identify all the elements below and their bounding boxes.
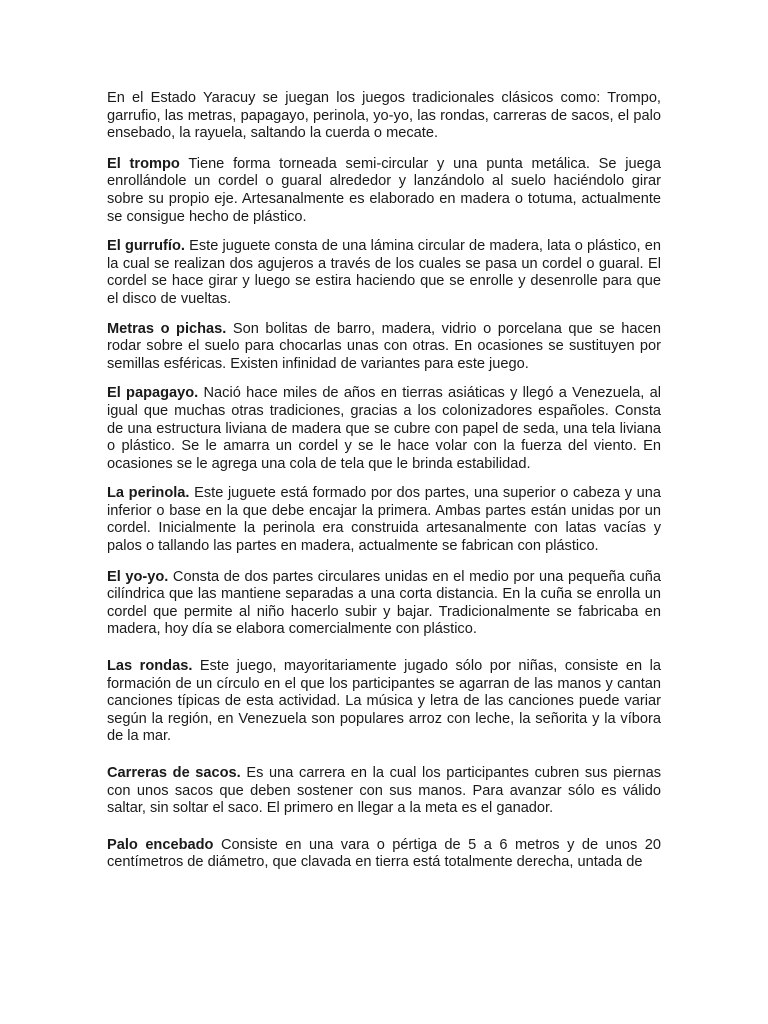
term-papagayo: El papagayo. <box>107 385 199 402</box>
text-trompo: Tiene forma torneada semi-circular y una punta metálica. Se juega enrollándole un cordel o guaral alrededor y lanzándolo al suelo haciéndolo girar sobre su propio eje. Artesanalmente es elaborado en madera o totuma, actualmente se consigue hecho de plástico. <box>107 155 661 225</box>
term-metras: Metras o pichas. <box>107 320 227 337</box>
paragraph-yoyo <box>107 569 661 639</box>
paragraph-rondas <box>107 658 661 746</box>
paragraph-perinola <box>107 485 661 555</box>
term-rondas: Las rondas. <box>107 658 193 675</box>
term-palo-encebado: Palo encebado <box>107 836 214 853</box>
paragraph-palo-encebado <box>107 837 661 872</box>
text-metras: Son bolitas de barro, madera, vidrio o porcelana que se hacen rodar sobre el suelo para chocarlas unas con otras. En ocasiones se sustituyen por semillas esféricas. Existen infinidad de variantes para este juego. <box>107 320 661 372</box>
term-gurrufio: El gurrufío. <box>107 238 185 255</box>
term-trompo: El trompo <box>107 155 180 172</box>
paragraph-papagayo <box>107 385 661 473</box>
intro-paragraph: En el Estado Yaracuy se juegan los juegos tradicionales clásicos como: Trompo, garrufio, las metras, papagayo, perinola, yo-yo, las rondas, carreras de sacos, el palo ensebado, la rayuela, saltando la cuerda o mecate. <box>107 90 661 142</box>
text-gurrufio: Este juguete consta de una lámina circular de madera, lata o plástico, en la cual se realizan dos agujeros a través de los cuales se pasa un cordel o guaral. El cordel se hace girar y luego se estira haciendo que se enrolle y desenrolle para que el disco de vueltas. <box>107 238 661 307</box>
text-yoyo: Consta de dos partes circulares unidas en el medio por una pequeña cuña cilíndrica que las mantiene separadas a una corta distancia. En la cuña se enrolla un cordel que permite al niño hacerlo subir y bajar. Tradicionalmente se fabricaba en madera, hoy día se elabora comercialmente con plástico. <box>107 568 661 638</box>
paragraph-sacos <box>107 765 661 818</box>
text-perinola: Este juguete está formado por dos partes, una superior o cabeza y una inferior o base en la que debe encajar la primera. Ambas partes están unidas por un cordel. Inicialmente la perinola era construida artesanalmente con latas vacías y palos o tallando las partes en madera, actualmente se fabrican con plástico. <box>107 485 661 555</box>
term-perinola: La perinola. <box>107 485 190 502</box>
text-palo-encebado: Consiste en una vara o pértiga de 5 a 6 metros y de unos 20 centímetros de diámetro, que clavada en tierra está totalmente derecha, untada de <box>107 836 662 871</box>
text-sacos: Es una carrera en la cual los participantes cubren sus piernas con unos sacos que deben sostener con sus manos. Para avanzar sólo es válido saltar, sin soltar el saco. El primero en llegar a la meta es el ganador. <box>107 765 661 817</box>
paragraph-gurrufio <box>107 238 661 308</box>
text-papagayo: Nació hace miles de años en tierras asiáticas y llegó a Venezuela, al igual que muchas otras tradiciones, gracias a los colonizadores españoles. Consta de una estructura liviana de madera que se cubre con papel de seda, una tela liviana o plástico. Se le amarra un cordel y se le hace volar con la fuerza del viento. En ocasiones se le agrega una cola de tela que le brinda estabilidad. <box>107 385 661 472</box>
document-page <box>107 90 661 872</box>
paragraph-metras <box>107 321 661 374</box>
term-yoyo: El yo-yo. <box>107 568 169 585</box>
paragraph-trompo <box>107 156 661 226</box>
term-sacos: Carreras de sacos. <box>107 765 241 781</box>
text-rondas: Este juego, mayoritariamente jugado sólo por niñas, consiste en la formación de un círculo en el que los participantes se agarran de las manos y cantan canciones típicas de esta actividad. La música y letra de las canciones puede variar según la región, en Venezuela son populares arroz con leche, la señorita y la víbora de la mar. <box>107 658 661 745</box>
